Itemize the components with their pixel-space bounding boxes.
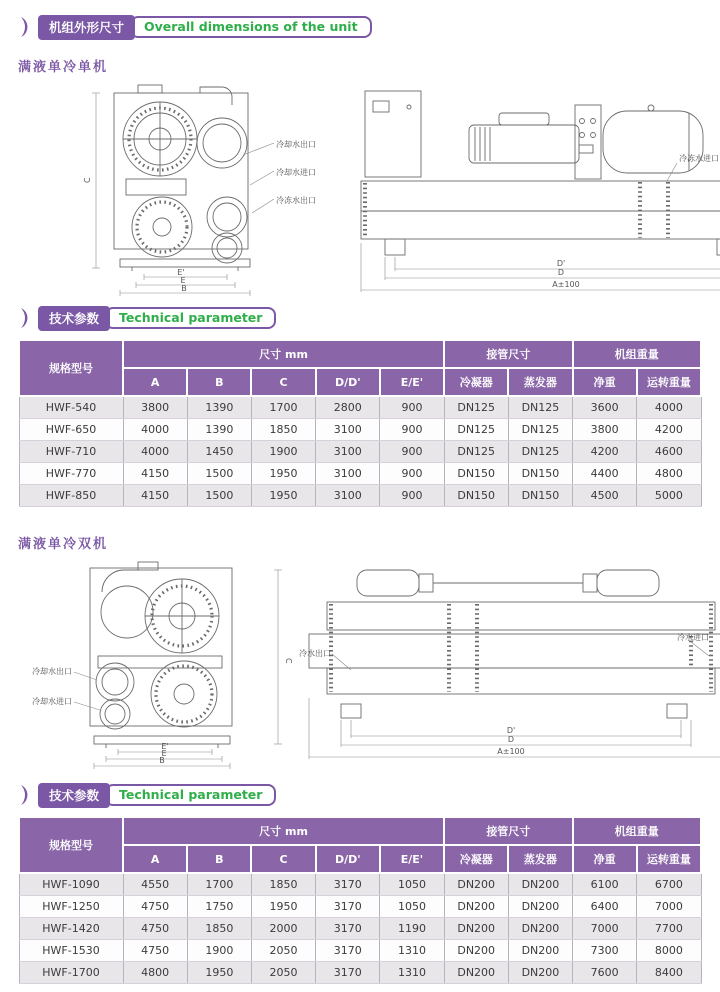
- dim-label-b: B: [159, 756, 165, 765]
- col-group-header: 尺寸 mm: [123, 340, 444, 368]
- value-cell: 1050: [380, 896, 444, 918]
- section-2-subtitle: 满液单冷双机: [18, 537, 109, 552]
- value-cell: 2800: [316, 396, 380, 419]
- section-2-drawings: [18, 558, 709, 770]
- table-row: [19, 463, 701, 485]
- model-cell: HWF-770: [19, 463, 123, 485]
- value-cell: 1850: [251, 873, 315, 896]
- tech-header-en: Technical parameter: [105, 307, 276, 329]
- dim-label-e: E: [161, 749, 167, 758]
- value-cell: 7300: [573, 940, 637, 962]
- col-subheader: 运转重量: [637, 368, 701, 396]
- value-cell: 7600: [573, 962, 637, 984]
- table-row: [19, 918, 701, 940]
- value-cell: 3100: [316, 463, 380, 485]
- value-cell: 3170: [316, 873, 380, 896]
- value-cell: 2050: [251, 962, 315, 984]
- value-cell: 1950: [251, 463, 315, 485]
- value-cell: DN125: [444, 396, 508, 419]
- crescent-bullet-icon: [18, 307, 34, 329]
- col-group-header: 接管尺寸: [444, 817, 572, 845]
- value-cell: 900: [380, 419, 444, 441]
- value-cell: DN200: [444, 896, 508, 918]
- value-cell: 3800: [573, 419, 637, 441]
- value-cell: DN150: [508, 463, 572, 485]
- value-cell: 4550: [123, 873, 187, 896]
- side-view-drawing-dual: [299, 558, 720, 770]
- col-subheader: B: [187, 368, 251, 396]
- col-subheader: 净重: [573, 368, 637, 396]
- value-cell: DN125: [508, 419, 572, 441]
- value-cell: DN125: [508, 396, 572, 419]
- value-cell: DN200: [508, 896, 572, 918]
- value-cell: 900: [380, 485, 444, 507]
- dim-label-e-prime: E': [177, 268, 185, 277]
- model-cell: HWF-1700: [19, 962, 123, 984]
- value-cell: 1700: [251, 396, 315, 419]
- label-cooling-water-inlet: 冷却水进口: [32, 697, 72, 706]
- value-cell: 1850: [251, 419, 315, 441]
- table-row: [19, 873, 701, 896]
- value-cell: 1750: [187, 896, 251, 918]
- catalog-page: [0, 16, 720, 992]
- value-cell: 4800: [637, 463, 701, 485]
- value-cell: DN200: [444, 940, 508, 962]
- value-cell: DN150: [444, 485, 508, 507]
- value-cell: DN200: [508, 962, 572, 984]
- value-cell: DN200: [508, 873, 572, 896]
- value-cell: 2000: [251, 918, 315, 940]
- value-cell: 1190: [380, 918, 444, 940]
- col-subheader: A: [123, 845, 187, 873]
- col-subheader: E/E': [380, 368, 444, 396]
- page-header-zh: 机组外形尺寸: [38, 15, 135, 40]
- value-cell: DN125: [444, 441, 508, 463]
- dim-label-a: A±100: [497, 747, 525, 756]
- value-cell: 1900: [187, 940, 251, 962]
- side-view-drawing-single: [351, 81, 720, 299]
- value-cell: 1310: [380, 962, 444, 984]
- section-1-subtitle: 满液单冷单机: [18, 60, 109, 75]
- dim-label-e-prime: E': [161, 742, 169, 751]
- value-cell: 900: [380, 396, 444, 419]
- value-cell: DN150: [444, 463, 508, 485]
- col-subheader: 冷凝器: [444, 845, 508, 873]
- value-cell: 4750: [123, 918, 187, 940]
- technical-parameter-table-2: [18, 816, 702, 984]
- label-cold-water-inlet: 冷水进口: [677, 633, 709, 642]
- tech-header-zh: 技术参数: [38, 783, 110, 808]
- value-cell: 4750: [123, 896, 187, 918]
- label-cold-water-outlet: 冷水出口: [299, 649, 331, 658]
- value-cell: 4750: [123, 940, 187, 962]
- value-cell: 3600: [573, 396, 637, 419]
- label-cooling-water-outlet: 冷却水出口: [276, 140, 316, 149]
- value-cell: 5000: [637, 485, 701, 507]
- value-cell: 1950: [251, 485, 315, 507]
- value-cell: 4200: [573, 441, 637, 463]
- table-row: [19, 896, 701, 918]
- dim-label-c: C: [284, 658, 293, 664]
- col-group-header: 尺寸 mm: [123, 817, 444, 845]
- col-subheader: C: [251, 368, 315, 396]
- value-cell: 3170: [316, 896, 380, 918]
- col-group-header: 机组重量: [573, 817, 701, 845]
- page-header-en: Overall dimensions of the unit: [130, 16, 372, 38]
- value-cell: 1950: [187, 962, 251, 984]
- value-cell: 1900: [251, 441, 315, 463]
- value-cell: 7000: [573, 918, 637, 940]
- dim-label-c: C: [83, 177, 92, 183]
- crescent-bullet-icon: [18, 16, 34, 38]
- value-cell: DN200: [444, 962, 508, 984]
- value-cell: 6400: [573, 896, 637, 918]
- value-cell: 4150: [123, 485, 187, 507]
- col-group-header: 机组重量: [573, 340, 701, 368]
- col-header-model: 规格型号: [19, 817, 123, 873]
- value-cell: 4500: [573, 485, 637, 507]
- model-cell: HWF-1530: [19, 940, 123, 962]
- table-row: [19, 962, 701, 984]
- model-cell: HWF-1250: [19, 896, 123, 918]
- value-cell: DN150: [508, 485, 572, 507]
- col-group-header: 接管尺寸: [444, 340, 572, 368]
- end-view-drawing-single: [80, 81, 345, 299]
- value-cell: DN200: [444, 873, 508, 896]
- page-header: [18, 16, 702, 38]
- tech-header-en: Technical parameter: [105, 784, 276, 806]
- value-cell: 3100: [316, 485, 380, 507]
- dim-label-b: B: [181, 284, 187, 293]
- dim-label-e: E: [180, 276, 186, 285]
- col-subheader: 蒸发器: [508, 845, 572, 873]
- value-cell: 1850: [187, 918, 251, 940]
- col-subheader: 冷凝器: [444, 368, 508, 396]
- value-cell: 7000: [637, 896, 701, 918]
- value-cell: 8400: [637, 962, 701, 984]
- col-subheader: E/E': [380, 845, 444, 873]
- value-cell: 1500: [187, 485, 251, 507]
- dim-label-d: D: [557, 268, 565, 277]
- table-row: [19, 485, 701, 507]
- value-cell: 4000: [123, 441, 187, 463]
- model-cell: HWF-1420: [19, 918, 123, 940]
- value-cell: DN125: [444, 419, 508, 441]
- col-subheader: C: [251, 845, 315, 873]
- dim-label-d-prime: D': [506, 726, 516, 735]
- dim-label-d: D: [507, 735, 515, 744]
- value-cell: 4800: [123, 962, 187, 984]
- value-cell: 1500: [187, 463, 251, 485]
- col-subheader: D/D': [316, 368, 380, 396]
- model-cell: HWF-850: [19, 485, 123, 507]
- model-cell: HWF-650: [19, 419, 123, 441]
- value-cell: 3170: [316, 918, 380, 940]
- value-cell: 1390: [187, 396, 251, 419]
- label-cooling-water-outlet: 冷却水出口: [32, 667, 72, 676]
- value-cell: DN200: [508, 940, 572, 962]
- value-cell: 2050: [251, 940, 315, 962]
- dim-label-d-prime: D': [556, 259, 566, 268]
- value-cell: DN200: [508, 918, 572, 940]
- table-row: [19, 396, 701, 419]
- value-cell: 6100: [573, 873, 637, 896]
- value-cell: 3170: [316, 940, 380, 962]
- value-cell: 7700: [637, 918, 701, 940]
- table-row: [19, 419, 701, 441]
- value-cell: 4200: [637, 419, 701, 441]
- value-cell: 1390: [187, 419, 251, 441]
- tech-header-zh: 技术参数: [38, 306, 110, 331]
- dim-label-a: A±100: [552, 280, 580, 289]
- value-cell: 4400: [573, 463, 637, 485]
- table-row: [19, 441, 701, 463]
- value-cell: 4000: [637, 396, 701, 419]
- section-1-drawings: [18, 81, 719, 299]
- model-cell: HWF-540: [19, 396, 123, 419]
- col-subheader: D/D': [316, 845, 380, 873]
- col-subheader: 净重: [573, 845, 637, 873]
- crescent-bullet-icon: [18, 784, 34, 806]
- technical-parameter-table-1: [18, 339, 702, 507]
- value-cell: 3800: [123, 396, 187, 419]
- col-subheader: A: [123, 368, 187, 396]
- value-cell: 6700: [637, 873, 701, 896]
- value-cell: 4600: [637, 441, 701, 463]
- table-row: [19, 940, 701, 962]
- value-cell: 8000: [637, 940, 701, 962]
- col-header-model: 规格型号: [19, 340, 123, 396]
- value-cell: 1450: [187, 441, 251, 463]
- value-cell: 4000: [123, 419, 187, 441]
- model-cell: HWF-1090: [19, 873, 123, 896]
- value-cell: DN125: [508, 441, 572, 463]
- col-subheader: 运转重量: [637, 845, 701, 873]
- value-cell: 1050: [380, 873, 444, 896]
- label-chilled-water-outlet: 冷冻水出口: [276, 196, 316, 205]
- value-cell: 3170: [316, 962, 380, 984]
- col-subheader: B: [187, 845, 251, 873]
- value-cell: 4150: [123, 463, 187, 485]
- label-chilled-water-inlet: 冷冻水进口: [679, 154, 719, 163]
- value-cell: 1310: [380, 940, 444, 962]
- value-cell: 900: [380, 463, 444, 485]
- model-cell: HWF-710: [19, 441, 123, 463]
- end-view-drawing-dual: [30, 558, 295, 770]
- value-cell: 1700: [187, 873, 251, 896]
- tech-parameter-header-2: [18, 784, 702, 806]
- value-cell: 3100: [316, 419, 380, 441]
- tech-parameter-header-1: [18, 307, 702, 329]
- value-cell: 1950: [251, 896, 315, 918]
- value-cell: DN200: [444, 918, 508, 940]
- col-subheader: 蒸发器: [508, 368, 572, 396]
- value-cell: 900: [380, 441, 444, 463]
- value-cell: 3100: [316, 441, 380, 463]
- label-cooling-water-inlet: 冷却水进口: [276, 168, 316, 177]
